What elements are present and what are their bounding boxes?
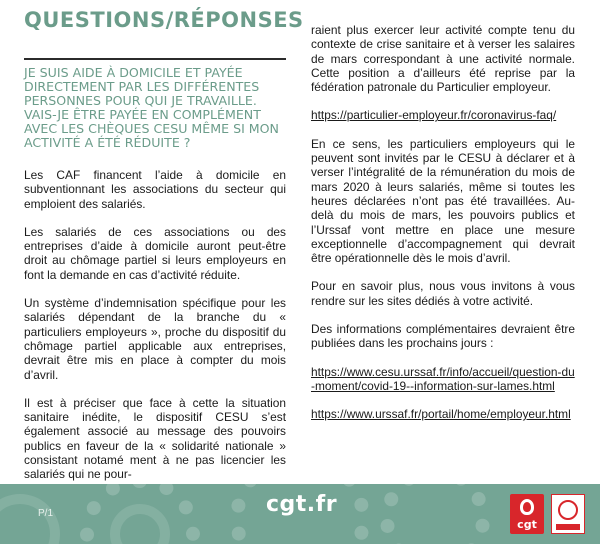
link-particulier-employeur[interactable]: https://particulier-employeur.fr/coronavirus-faq/ bbox=[311, 108, 557, 123]
title-divider bbox=[24, 58, 286, 60]
link-urssaf-container bbox=[311, 407, 575, 421]
cgt-logo-mark-icon bbox=[520, 499, 534, 515]
paragraph-7: Pour en savoir plus, nous vous invitons à vous rendre sur les sites dédiés à votre activité. bbox=[311, 279, 575, 308]
union-logo-emblem-icon bbox=[558, 500, 578, 520]
left-column bbox=[24, 168, 286, 496]
paragraph-3: Un système d’indemnisation spécifique pour les salariés dépendant de la branche du « particuliers employeurs », proche du dispositif du chômage partiel applicable aux entreprises, devrait être mis en place à compter du mois d’avril. bbox=[24, 296, 286, 382]
union-logo-bar bbox=[556, 524, 580, 530]
gear-decoration-right bbox=[380, 484, 490, 544]
paragraph-8: Des informations complémentaires devraient être publiées dans les prochains jours : bbox=[311, 322, 575, 351]
page-title: QUESTIONS/RÉPONSES bbox=[24, 8, 304, 32]
paragraph-2: Les salariés de ces associations ou des entreprises d’aide à domicile auront peut-être droit au chômage partiel si leurs employeurs en font la demande en cas d’activité réduite. bbox=[24, 224, 286, 282]
link-particulier-employeur-container bbox=[311, 108, 575, 122]
link-urssaf-employeur[interactable]: https://www.urssaf.fr/portail/home/employeur.html bbox=[311, 407, 571, 422]
link-cesu-urssaf[interactable]: https://www.cesu.urssaf.fr/info/accueil/question-du-moment/covid-19--information-sur-lames.html bbox=[311, 364, 575, 393]
cgt-logo bbox=[510, 494, 544, 534]
paragraph-1: Les CAF financent l’aide à domicile en subventionnant les associations du secteur qui emploient des salariés. bbox=[24, 168, 286, 211]
link-cesu-container bbox=[311, 365, 575, 394]
cgt-logo-wordmark: cgt bbox=[517, 518, 537, 531]
paragraph-5: raient plus exercer leur activité compte tenu du contexte de crise sanitaire et à verser les salaires de mars correspondant à une activité normale. Cette position a d’ailleurs été reprise par la fédération patronale du Particulier employeur. bbox=[311, 23, 575, 95]
union-logo bbox=[551, 494, 585, 534]
paragraph-6: En ce sens, les particuliers employeurs qui le peuvent sont invités par le CESU à déclarer et à verser l’intégralité de la rémunération du mois de mars 2020 à leurs salariés, même si toutes les heures déclarées n’ont pas été travaillées. Au-delà du mois de mars, les pouvoirs publics et l’Urssaf vont mettre en place une mesure exceptionnelle d’accompagnement qui devrait être opérationnelle dès le mois d’avril. bbox=[311, 136, 575, 266]
footer-band bbox=[0, 484, 600, 544]
paragraph-4: Il est à préciser que face à cette la situation sanitaire inédite, le dispositif CESU s’est également associé au message des pouvoirs publics en faveur de la « solidarité nationale » consistant notamé ment à ne pas licencier les salariés qui ne pour- bbox=[24, 395, 286, 482]
page-number: P/1 bbox=[38, 508, 54, 519]
right-column bbox=[311, 23, 575, 436]
site-link[interactable]: cgt.fr bbox=[266, 492, 338, 517]
gear-decoration-far-left bbox=[0, 494, 60, 544]
question-heading: JE SUIS AIDE À DOMICILE ET PAYÉE DIRECTEMENT PAR LES DIFFÉRENTES PERSONNES POUR QUI JE TRAVAILLE. VAIS-JE ÊTRE PAYÉE EN COMPLÉMENT AVEC LES CHÈQUES CESU MÊME SI MON ACTIVITÉ A ÉTÉ RÉDUITE ? bbox=[24, 65, 279, 150]
